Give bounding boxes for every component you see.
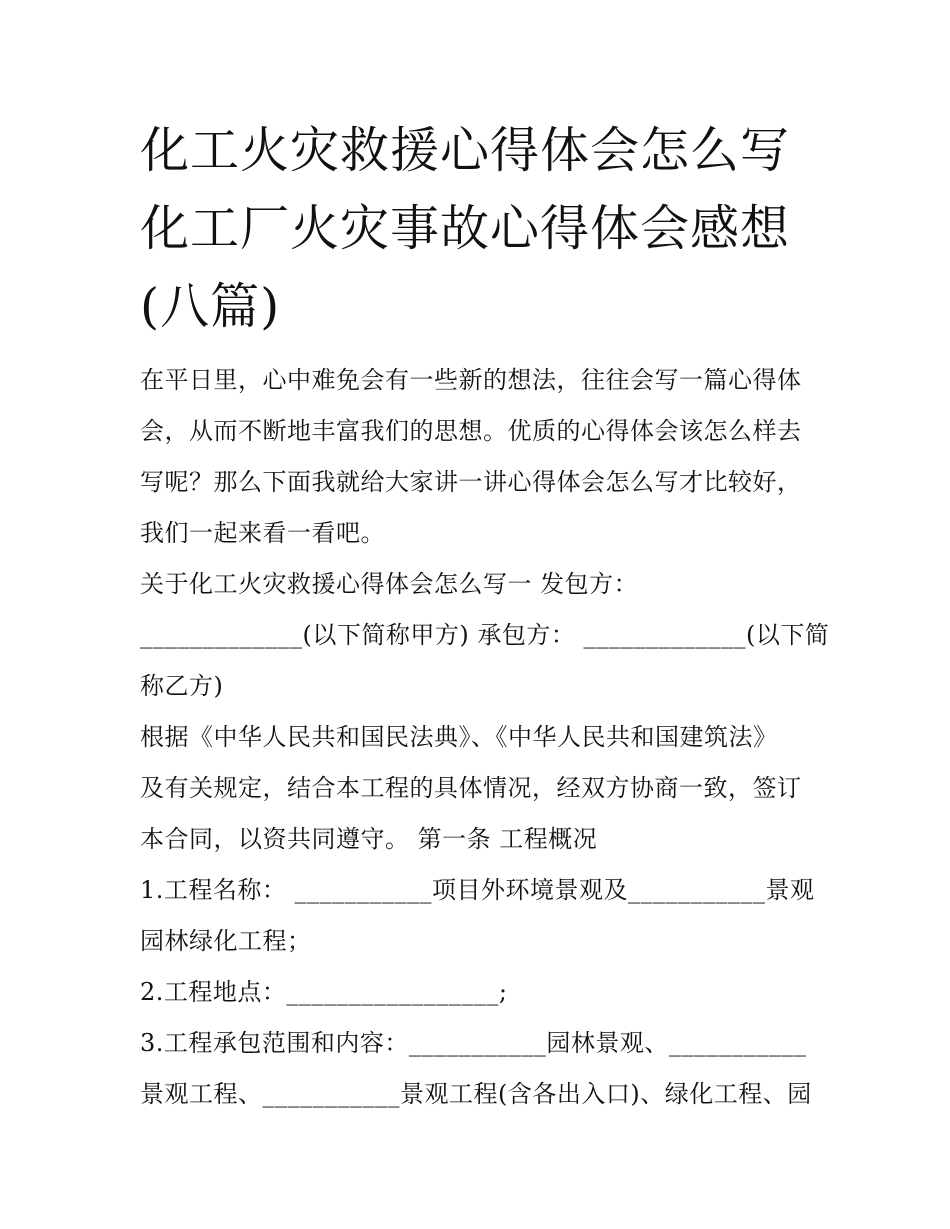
title-line: 化工火灾救援心得体会怎么写 bbox=[140, 122, 791, 179]
document-title bbox=[140, 112, 820, 346]
body-line: 我们一起来看一看吧。 bbox=[140, 519, 385, 547]
document-body bbox=[140, 355, 830, 1120]
body-line: 本合同，以资共同遵守。 第一条 工程概况 bbox=[140, 825, 598, 853]
list-item-line: 1.工程名称： ___________项目外环境景观及___________景观 bbox=[140, 876, 815, 904]
section-heading-line: 关于化工火灾救援心得体会怎么写一 发包方： bbox=[140, 570, 639, 598]
title-line: 化工厂火灾事故心得体会感想 bbox=[140, 200, 791, 257]
body-line: 根据《中华人民共和国民法典》、《中华人民共和国建筑法》 bbox=[140, 723, 778, 751]
body-line: 会，从而不断地丰富我们的思想。优质的心得体会该怎么样去 bbox=[140, 417, 802, 445]
body-line: 及有关规定，结合本工程的具体情况，经双方协商一致，签订 bbox=[140, 774, 802, 802]
list-item-line: 3.工程承包范围和内容：___________园林景观、___________ bbox=[140, 1029, 807, 1057]
body-line: 在平日里，心中难免会有一些新的想法，往往会写一篇心得体 bbox=[140, 366, 802, 394]
list-item-line: 景观工程、___________景观工程(含各出入口)、绿化工程、园 bbox=[140, 1080, 812, 1108]
list-item-line: 2.工程地点：_________________; bbox=[140, 978, 508, 1006]
body-line: _____________(以下简称甲方) 承包方： _____________(以下简 bbox=[140, 621, 830, 649]
body-line: 写呢？那么下面我就给大家讲一讲心得体会怎么写才比较好， bbox=[140, 468, 802, 496]
list-item-line: 园林绿化工程； bbox=[140, 927, 312, 955]
title-line: (八篇) bbox=[140, 278, 281, 335]
body-line: 称乙方) bbox=[140, 672, 224, 700]
